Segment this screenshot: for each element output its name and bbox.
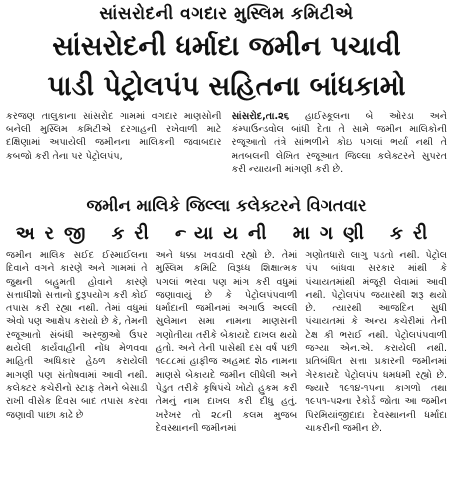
kicker-headline: સાંસરોદની વગદાર મુસ્લિમ કમિટીએ [99,4,354,24]
body-column-1: જમીન માલિક સઈદ ઈસ્માઈલના દિવાને વગને કારણે અને ગામમાં તે જુથની બહુમતી હોવાને કારણે સત્તાધીશો સત્તાનો દુરૂપયોગ કરી કોઈ તપાસ કરી રહ્યા નથી. તેમાં વધુમાં એવો પણ આક્ષેપ કરાયો છે કે, તેમની રજૂઆતો સંબંધી અરજીઓ ઉપર થયેલી કાર્યવાહીની નોંધ મેળવવા માહિતી અધિકાર હેઠળ કરાયેલી માગણી પણ સંતોષવામાં આવી નથી. કલેક્ટર કચેરીનો સ્ટાફ તેમને બેસાડી રાખી વીસેક દિવસ બાદ તપાસ કરવા જણાવી પાછા કાઢે છે [6,250,148,421]
body-section [0,249,453,499]
subheadline-line-1: જમીન માલિકે જિલ્લા કલેક્ટરને વિગતવાર [86,196,367,215]
main-headline-line-2: પાડી પેટ્રોલપંપ સહિતના બાંધકામો [47,71,406,102]
body-column-3: ગણોતધારો લાગુ પડતો નથી. પેટ્રોલ પંપ બાંધવા સરકાર માંથી કે પંચાયતમાંથી મંજૂરી લેવામાં આવી નથી. પેટ્રોલપંપ જયારથી શરૂ થયો છે. ત્યારથી આજદિન સુધી પંચાયતમાં કે અન્ય કચેરીમાં તેની ટેક્ષ કી ભરાઈ નથી. પેટ્રોલપંપવાળી જગ્યા એન.એ. કરાયેલી નથી. પ્રતિબંધિત સત્તા પ્રકારની જમીનમાં ગેરકાયદે પેટ્રોલપંપ ધમધમી રહ્યો છે. જ્યારે ૧૯૧૪-૧૫ના કાગળો તથા ૧૯૫૧-૫૨ના રેકોર્ડ જોતા આ જમીન પિરમિયાંજીદાદા દેવસ્થાનની ધર્માદા ચાકરીની જમીન છે. [305,250,448,434]
main-headline-line-1: સાંસરોદની ધર્માદા જમીન પચાવી [52,31,401,62]
body-column-2: અને ધક્કા ખવડાવી રહ્યો છે. તેમાં મુસ્લિમ કમિટિ વિરૂધ્ધ શિક્ષાત્મક પગલાં ભરવા પણ માંગ કરી વધુમાં જણાવાયું છે કે પેટ્રોલપંપવાળી ધર્માદાની જમીનમાં અગાઉ અલ્લી સુલેમાન સમા નામના માણસની ગણોતીયા તરીકે બેકાયદે દાખલ થયો હતો. અને તેની પાસેથી દસ વર્ષ પછી ૧૯૮૮માં હાફીજ અહમદ શેઠ નામના માણસે બેકાયદે જમીન લીધેલી અને પેડુત તરીકે કૃષિપંચે ખોટો હુકમ કરી તેમનું નામ દાખલ કરી દીધુ હતું. ખરેખર તો ૨૮ની કલમ મુજબ દેવસ્થાનની જમીનમાં [155,250,298,434]
lead-section [0,110,453,192]
lead-column-right [232,110,448,192]
dateline: સાંસરોદ,તા.૨૬ [231,111,290,122]
lead-text-left: કરજણ તાલુકાના સાંસરોદ ગામમાં વગદાર માણસોની બનેલી મુસ્લિમ કમિટીએ દરગાહની રખેવાળી માટે દક્ષિણામાં અપાયેલી જમીનના માલિકની જવાબદાર કબજો કરી તેના પર પેટ્રોલપંપ, [6,111,222,162]
subheadline-line-2: અરજી કરી ન્યાયની માગણી કરી [15,223,438,244]
lead-column-left [6,110,222,192]
lead-text-right: હાઈસ્કૂલના બે ઓરડા અને કંમ્પાઉન્ડવોલ બાંધી દેતા તે સામે જમીન માલિકોની રજૂઆતો તંત્રે સાંભળીને કોઇ પગલાં ભર્યા નથી તે મતબલની લેખિત રજૂઆત જિલ્લા કલેક્ટરને સુપરત કરી ન્યાયની માંગણી કરી છે. [231,111,447,175]
